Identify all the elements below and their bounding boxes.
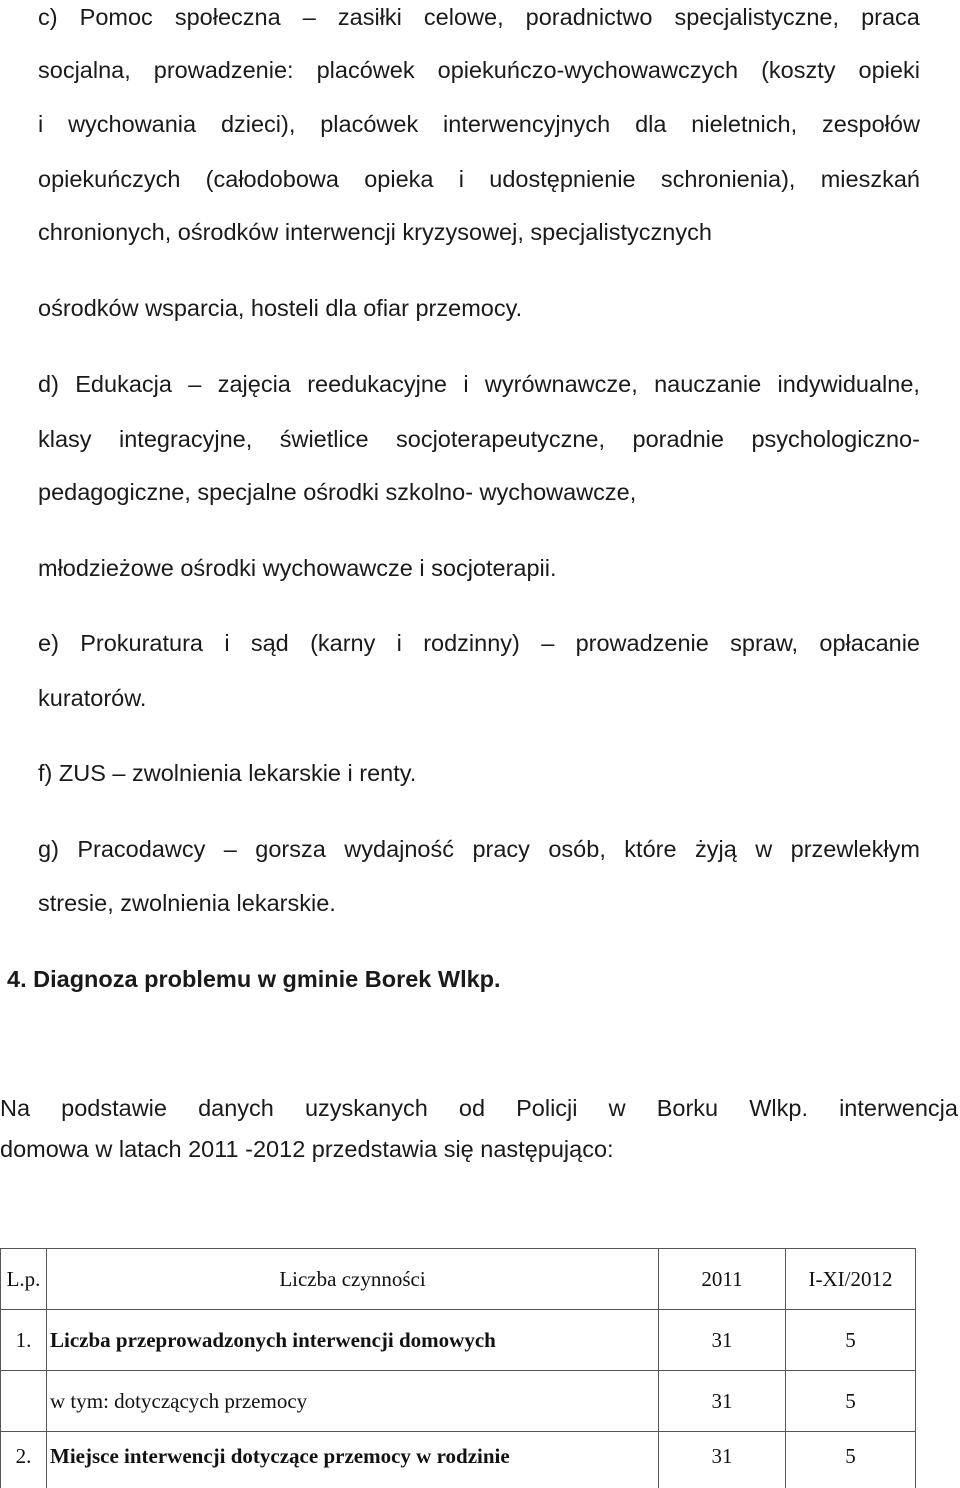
para-e-line-1: e) Prokuratura i sąd (karny i rodzinny) – prowadzenie spraw, opłacanie: [38, 628, 920, 658]
cell-activity: w tym: dotyczących przemocy: [47, 1371, 659, 1432]
para-d-line-3: pedagogiczne, specjalne ośrodki szkolno- wychowawcze,: [38, 477, 636, 507]
cell-lp: [1, 1371, 47, 1432]
table-row: [1, 1371, 916, 1432]
para-c-line-2: socjalna, prowadzenie: placówek opiekuńczo-wychowawczych (koszty opieki: [38, 55, 920, 85]
para-g-line-1: g) Pracodawcy – gorsza wydajność pracy osób, które żyją w przewlekłym: [38, 834, 920, 864]
interventions-table: [0, 1248, 916, 1488]
section-heading: 4. Diagnoza problemu w gminie Borek Wlkp.: [7, 964, 501, 994]
header-2012: I-XI/2012: [786, 1249, 916, 1310]
cell-2012: 5: [786, 1371, 916, 1432]
para-c-line-1: c) Pomoc społeczna – zasiłki celowe, poradnictwo specjalistyczne, praca: [38, 2, 920, 32]
para-c-line-3: i wychowania dzieci), placówek interwencyjnych dla nieletnich, zespołów: [38, 109, 920, 139]
table-row: [1, 1432, 916, 1488]
para-f-line-1: f) ZUS – zwolnienia lekarskie i renty.: [38, 758, 416, 788]
para-g-line-2: stresie, zwolnienia lekarskie.: [38, 888, 336, 918]
para-d-line-2: klasy integracyjne, świetlice socjoterapeutyczne, poradnie psychologiczno-: [38, 424, 920, 454]
header-2011: 2011: [659, 1249, 786, 1310]
para-e-line-2: kuratorów.: [38, 683, 146, 713]
cell-2011: 31: [659, 1432, 786, 1488]
cell-activity: Miejsce interwencji dotyczące przemocy w rodzinie: [47, 1432, 659, 1488]
cell-2012: 5: [786, 1310, 916, 1371]
header-activity: Liczba czynności: [47, 1249, 659, 1310]
para-c-line-5: chronionych, ośrodków interwencji kryzysowej, specjalistycznych: [38, 217, 712, 247]
para-d-line-1: d) Edukacja – zajęcia reedukacyjne i wyrównawcze, nauczanie indywidualne,: [38, 369, 920, 399]
cell-activity: Liczba przeprowadzonych interwencji domowych: [47, 1310, 659, 1371]
table-header-row: [1, 1249, 916, 1310]
cell-2012: 5: [786, 1432, 916, 1488]
intro-line-2: domowa w latach 2011 -2012 przedstawia się następująco:: [0, 1134, 614, 1164]
para-c-line-4: opiekuńczych (całodobowa opieka i udostępnienie schronienia), mieszkań: [38, 164, 920, 194]
cell-2011: 31: [659, 1371, 786, 1432]
cell-lp: 1.: [1, 1310, 47, 1371]
cell-lp: 2.: [1, 1432, 47, 1488]
table-row: [1, 1310, 916, 1371]
para-c-line-6: ośrodków wsparcia, hosteli dla ofiar przemocy.: [38, 293, 522, 323]
header-lp: L.p.: [1, 1249, 47, 1310]
cell-2011: 31: [659, 1310, 786, 1371]
intro-line-1: Na podstawie danych uzyskanych od Policji w Borku Wlkp. interwencja: [0, 1093, 958, 1123]
para-d-line-4: młodzieżowe ośrodki wychowawcze i socjoterapii.: [38, 553, 557, 583]
